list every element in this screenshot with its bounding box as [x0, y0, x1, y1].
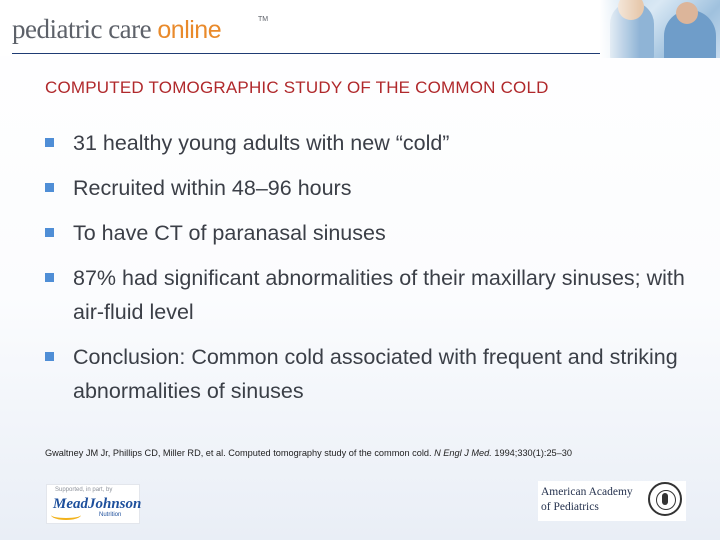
citation-main: Gwaltney JM Jr, Phillips CD, Miller RD, et al. Computed tomography study of the common cold.	[45, 448, 435, 458]
bullet-text: 31 healthy young adults with new “cold”	[73, 131, 450, 155]
bullet-text: Conclusion: Common cold associated with frequent and striking abnormalities of sinuses	[73, 345, 678, 403]
bullet-item	[45, 126, 685, 160]
bullet-square-icon	[45, 273, 54, 282]
bullet-text: To have CT of paranasal sinuses	[73, 221, 386, 245]
pediatric-care-online-logo	[12, 14, 221, 45]
swoosh-icon	[51, 510, 81, 520]
mead-johnson-sponsor-logo	[46, 484, 140, 524]
bullet-list	[45, 126, 685, 419]
bullet-square-icon	[45, 228, 54, 237]
sponsor-sub-text: Nutrition	[99, 512, 122, 518]
sponsor-supported-text: Supported, in part, by	[55, 487, 113, 493]
bullet-item	[45, 216, 685, 250]
aap-seal-icon	[648, 482, 682, 516]
bullet-item	[45, 261, 685, 329]
header	[0, 0, 720, 56]
logo-text-online: online	[157, 16, 222, 44]
bullet-text: 87% had significant abnormalities of their maxillary sinuses; with air-fluid level	[73, 266, 685, 324]
header-divider	[12, 53, 608, 54]
aap-line1: American Academy	[541, 486, 633, 498]
citation-journal: N Engl J Med.	[434, 448, 492, 458]
citation	[45, 448, 572, 458]
sponsor-brand-text: MeadJohnson	[53, 496, 142, 512]
bullet-text: Recruited within 48–96 hours	[73, 176, 352, 200]
bullet-square-icon	[45, 138, 54, 147]
bullet-square-icon	[45, 183, 54, 192]
slide-title: COMPUTED TOMOGRAPHIC STUDY OF THE COMMON COLD	[45, 78, 549, 97]
trademark-mark: TM	[258, 16, 269, 23]
bullet-item	[45, 171, 685, 205]
aap-logo	[538, 481, 686, 521]
citation-tail: 1994;330(1):25–30	[491, 448, 572, 458]
logo-text-main: pediatric care	[12, 14, 158, 44]
bullet-square-icon	[45, 352, 54, 361]
bullet-item	[45, 340, 685, 408]
header-photo	[600, 0, 720, 58]
aap-line2: of Pediatrics	[541, 501, 599, 513]
